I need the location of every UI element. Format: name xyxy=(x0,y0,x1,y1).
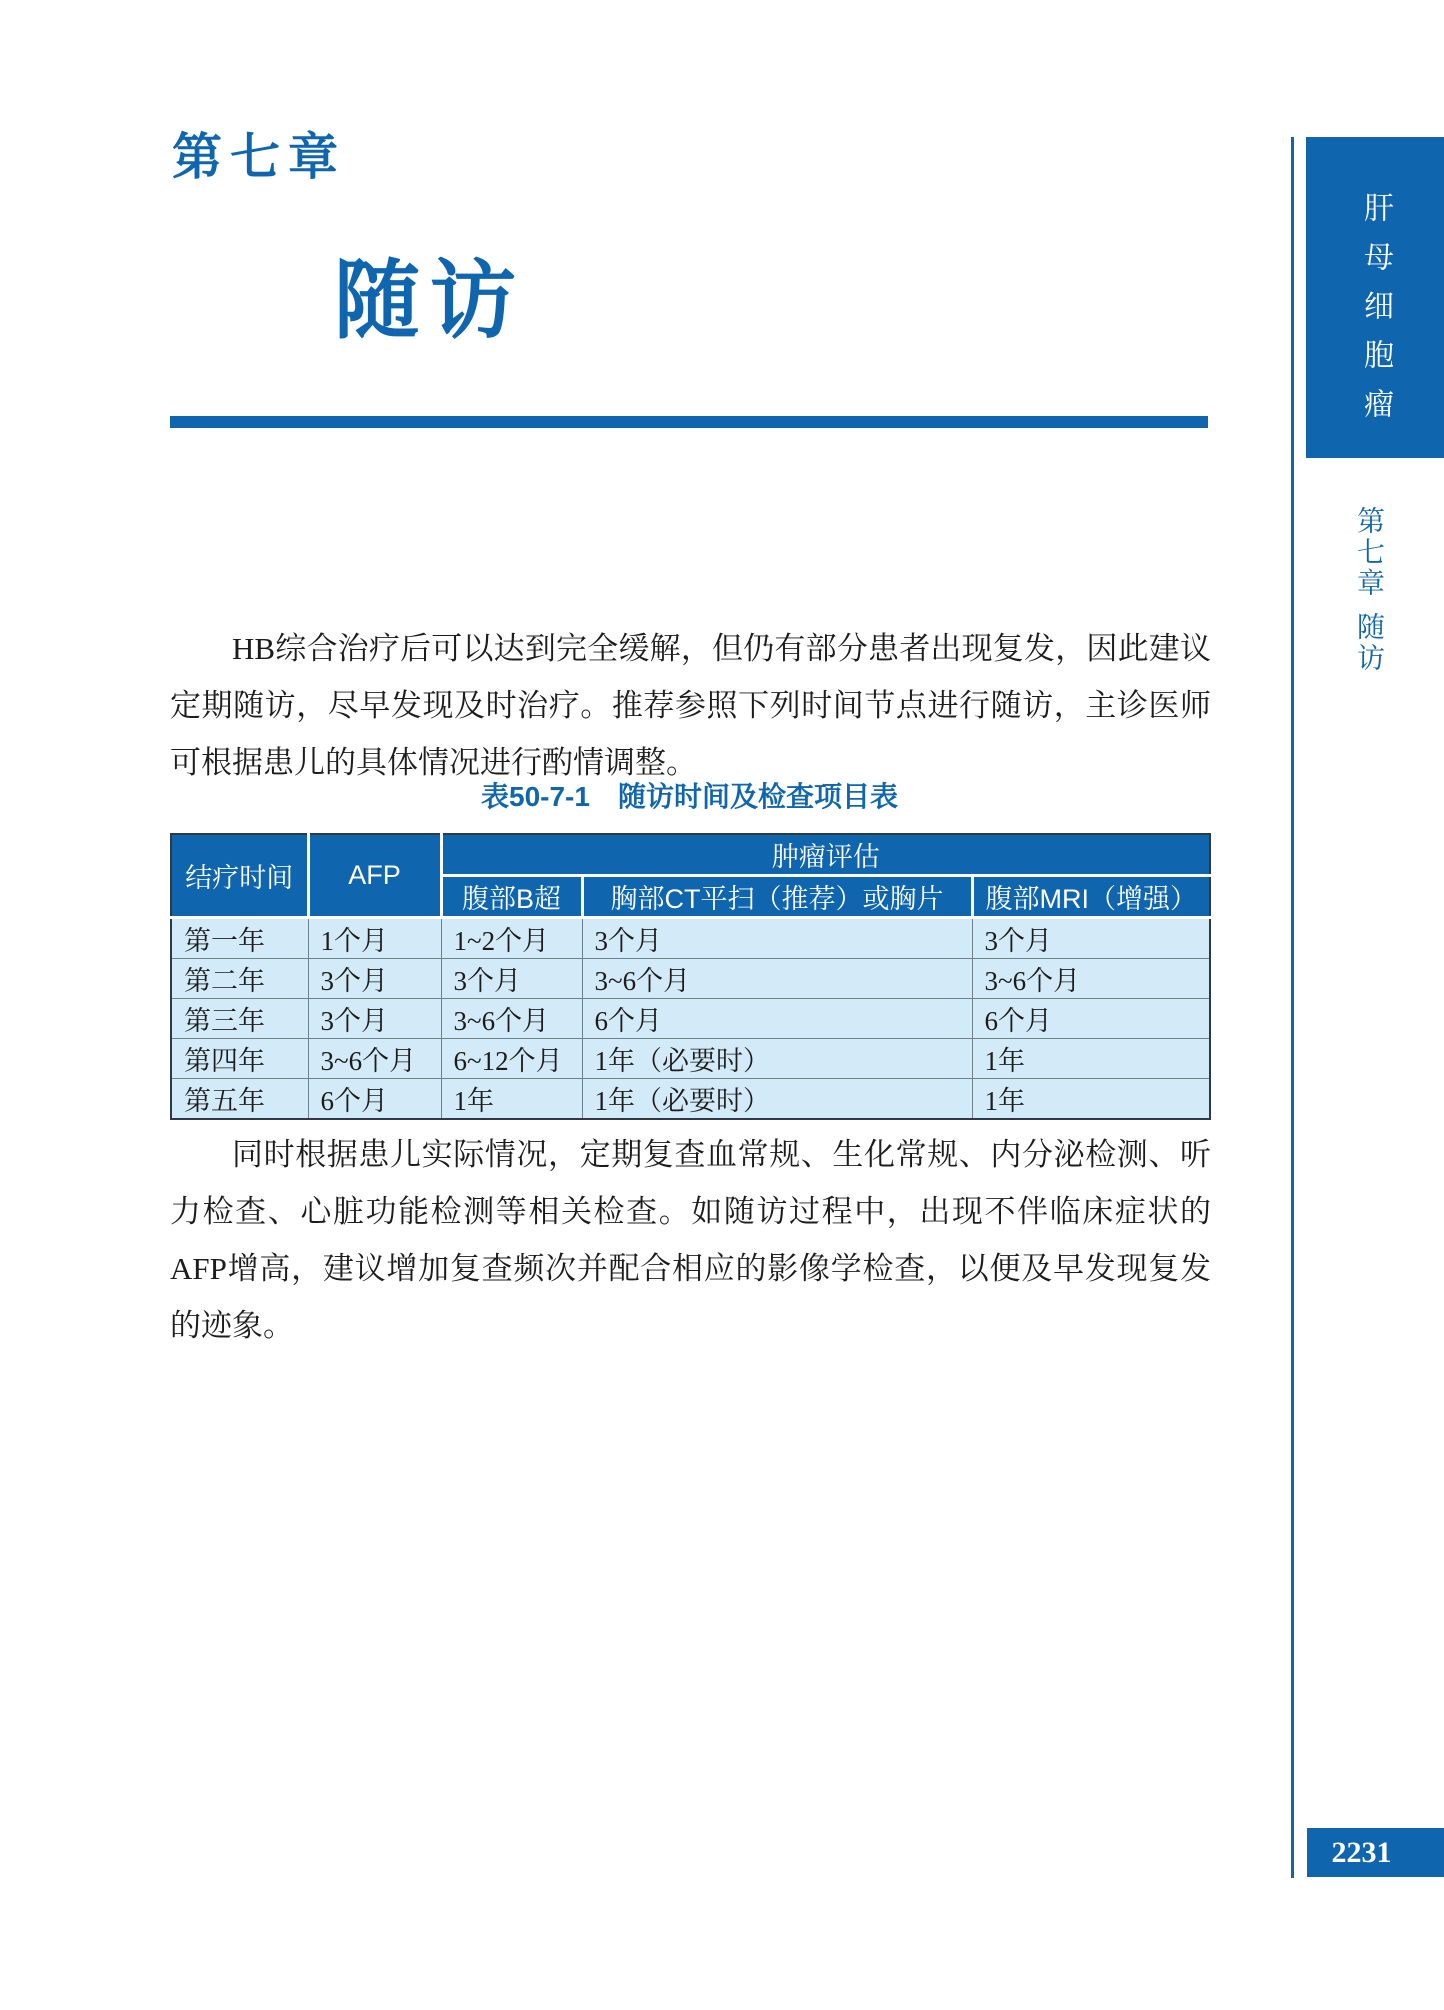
col-header-afp: AFP xyxy=(308,834,441,918)
chapter-label: 第七章 xyxy=(172,129,346,185)
paragraph-intro: HB综合治疗后可以达到完全缓解，但仍有部分患者出现复发，因此建议定期随访，尽早发现及时治疗。推荐参照下列时间节点进行随访，主诊医师可根据患儿的具体情况进行酌情调整。 xyxy=(170,631,1211,780)
table-cell: 1年 xyxy=(972,1079,1210,1120)
sidebar-vertical-rule xyxy=(1291,137,1294,1878)
table-row xyxy=(171,1079,1210,1120)
col-header-tumor-evaluation: 肿瘤评估 xyxy=(441,834,1210,876)
table-caption: 表50-7-1 随访时间及检查项目表 xyxy=(481,781,898,812)
table-cell: 第一年 xyxy=(171,918,308,959)
table-row xyxy=(171,999,1210,1039)
sidebar-book-title-tab xyxy=(1306,137,1444,458)
follow-up-schedule-table xyxy=(170,833,1211,1120)
table-cell: 6个月 xyxy=(308,1079,441,1120)
table-cell: 3~6个月 xyxy=(582,959,972,999)
table-cell: 6个月 xyxy=(582,999,972,1039)
table-cell: 1年（必要时） xyxy=(582,1079,972,1120)
table-cell: 1年（必要时） xyxy=(582,1039,972,1079)
page-number: 2231 xyxy=(1331,1835,1392,1869)
col-header-abdominal-ultrasound: 腹部B超 xyxy=(441,876,582,918)
col-header-chest-ct: 胸部CT平扫（推荐）或胸片 xyxy=(582,876,972,918)
table-cell: 第二年 xyxy=(171,959,308,999)
col-header-abdominal-mri: 腹部MRI（增强） xyxy=(972,876,1210,918)
table-row xyxy=(171,1039,1210,1079)
table-cell: 6个月 xyxy=(972,999,1210,1039)
table-cell: 3个月 xyxy=(582,918,972,959)
table-cell: 第五年 xyxy=(171,1079,308,1120)
table-cell: 3个月 xyxy=(308,959,441,999)
table-cell: 3~6个月 xyxy=(308,1039,441,1079)
table-body xyxy=(171,918,1210,1120)
page-title: 随访 xyxy=(334,253,526,349)
table-row xyxy=(171,918,1210,959)
col-header-treatment-end-time: 结疗时间 xyxy=(171,834,308,918)
table-cell: 3个月 xyxy=(441,959,582,999)
table-cell: 6~12个月 xyxy=(441,1039,582,1079)
table-cell: 1~2个月 xyxy=(441,918,582,959)
table-header xyxy=(171,834,1210,918)
sidebar-chapter-title: 随访 xyxy=(1353,612,1384,674)
title-divider xyxy=(170,416,1208,428)
table-cell: 3~6个月 xyxy=(441,999,582,1039)
page-number-badge xyxy=(1307,1828,1444,1877)
sidebar-book-title: 肝母细胞瘤 xyxy=(1359,192,1392,437)
table-cell: 3个月 xyxy=(308,999,441,1039)
sidebar-chapter-label: 第七章 xyxy=(1353,506,1384,599)
table-cell: 3个月 xyxy=(972,918,1210,959)
table-cell: 第三年 xyxy=(171,999,308,1039)
paragraph-followup-advice: 同时根据患儿实际情况，定期复查血常规、生化常规、内分泌检测、听力检查、心脏功能检测等相关检查。如随访过程中，出现不伴临床症状的AFP增高，建议增加复查频次并配合相应的影像学检查，以便及早发现复发的迹象。 xyxy=(170,1137,1211,1343)
table-cell: 1个月 xyxy=(308,918,441,959)
table-cell: 第四年 xyxy=(171,1039,308,1079)
table-cell: 1年 xyxy=(441,1079,582,1120)
table-cell: 1年 xyxy=(972,1039,1210,1079)
table-cell: 3~6个月 xyxy=(972,959,1210,999)
table-row xyxy=(171,959,1210,999)
